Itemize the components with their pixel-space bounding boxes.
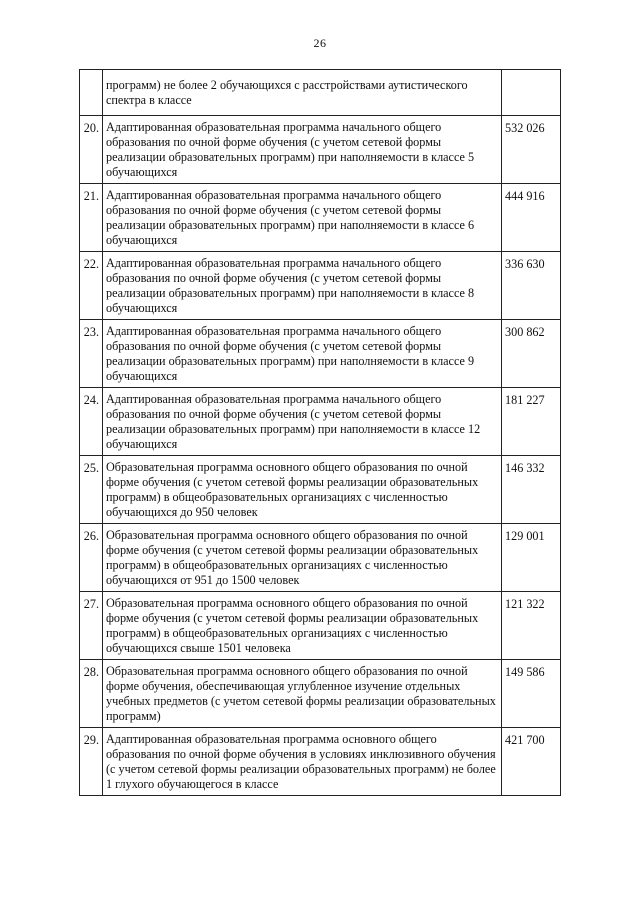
table-row <box>80 456 561 524</box>
row-description: Образовательная программа основного общего образования по очной форме обучения (с учетом сетевой формы реализации образовательных программ) в общеобразовательных организациях с численностью обучающихся от 951 до 1500 человек <box>103 524 502 592</box>
row-number: 28. <box>80 660 103 728</box>
table-row-continuation <box>80 70 561 116</box>
row-value: 149 586 <box>502 660 561 728</box>
row-value: 532 026 <box>502 116 561 184</box>
table-row <box>80 388 561 456</box>
row-description: Адаптированная образовательная программа основного общего образования по очной форме обучения в условиях инклюзивного обучения (с учетом сетевой формы реализации образовательных программ) не более 1 глухого обучающегося в классе <box>103 728 502 796</box>
table-row <box>80 320 561 388</box>
row-number: 23. <box>80 320 103 388</box>
row-value: 336 630 <box>502 252 561 320</box>
table-row <box>80 184 561 252</box>
table-row <box>80 728 561 796</box>
row-description: программ) не более 2 обучающихся с расстройствами аутистического спектра в классе <box>103 70 502 116</box>
row-number <box>80 70 103 116</box>
page-number: 26 <box>313 36 327 50</box>
row-number: 20. <box>80 116 103 184</box>
row-description: Образовательная программа основного общего образования по очной форме обучения, обеспечивающая углубленное изучение отдельных учебных предметов (с учетом сетевой формы реализации образовательных программ) <box>103 660 502 728</box>
row-value: 129 001 <box>502 524 561 592</box>
row-value: 121 322 <box>502 592 561 660</box>
row-number: 29. <box>80 728 103 796</box>
row-description: Адаптированная образовательная программа начального общего образования по очной форме обучения (с учетом сетевой формы реализации образовательных программ) при наполняемости в классе 5 обучающихся <box>103 116 502 184</box>
row-number: 26. <box>80 524 103 592</box>
row-description: Адаптированная образовательная программа начального общего образования по очной форме обучения (с учетом сетевой формы реализации образовательных программ) при наполняемости в классе 6 обучающихся <box>103 184 502 252</box>
table-row <box>80 660 561 728</box>
row-value: 300 862 <box>502 320 561 388</box>
table-row <box>80 592 561 660</box>
table-row <box>80 524 561 592</box>
row-description: Адаптированная образовательная программа начального общего образования по очной форме обучения (с учетом сетевой формы реализации образовательных программ) при наполняемости в классе 12 обучающихся <box>103 388 502 456</box>
cost-table <box>79 69 561 796</box>
row-number: 24. <box>80 388 103 456</box>
table-row <box>80 252 561 320</box>
row-value: 444 916 <box>502 184 561 252</box>
row-value: 421 700 <box>502 728 561 796</box>
row-number: 21. <box>80 184 103 252</box>
row-description: Адаптированная образовательная программа начального общего образования по очной форме обучения (с учетом сетевой формы реализации образовательных программ) при наполняемости в классе 9 обучающихся <box>103 320 502 388</box>
row-value: 181 227 <box>502 388 561 456</box>
row-description: Адаптированная образовательная программа начального общего образования по очной форме обучения (с учетом сетевой формы реализации образовательных программ) при наполняемости в классе 8 обучающихся <box>103 252 502 320</box>
row-number: 25. <box>80 456 103 524</box>
row-value <box>502 70 561 116</box>
row-value: 146 332 <box>502 456 561 524</box>
row-description: Образовательная программа основного общего образования по очной форме обучения (с учетом сетевой формы реализации образовательных программ) в общеобразовательных организациях с численностью обучающихся до 950 человек <box>103 456 502 524</box>
row-number: 27. <box>80 592 103 660</box>
row-description: Образовательная программа основного общего образования по очной форме обучения (с учетом сетевой формы реализации образовательных программ) в общеобразовательных организациях с численностью обучающихся свыше 1501 человека <box>103 592 502 660</box>
row-number: 22. <box>80 252 103 320</box>
table-row <box>80 116 561 184</box>
